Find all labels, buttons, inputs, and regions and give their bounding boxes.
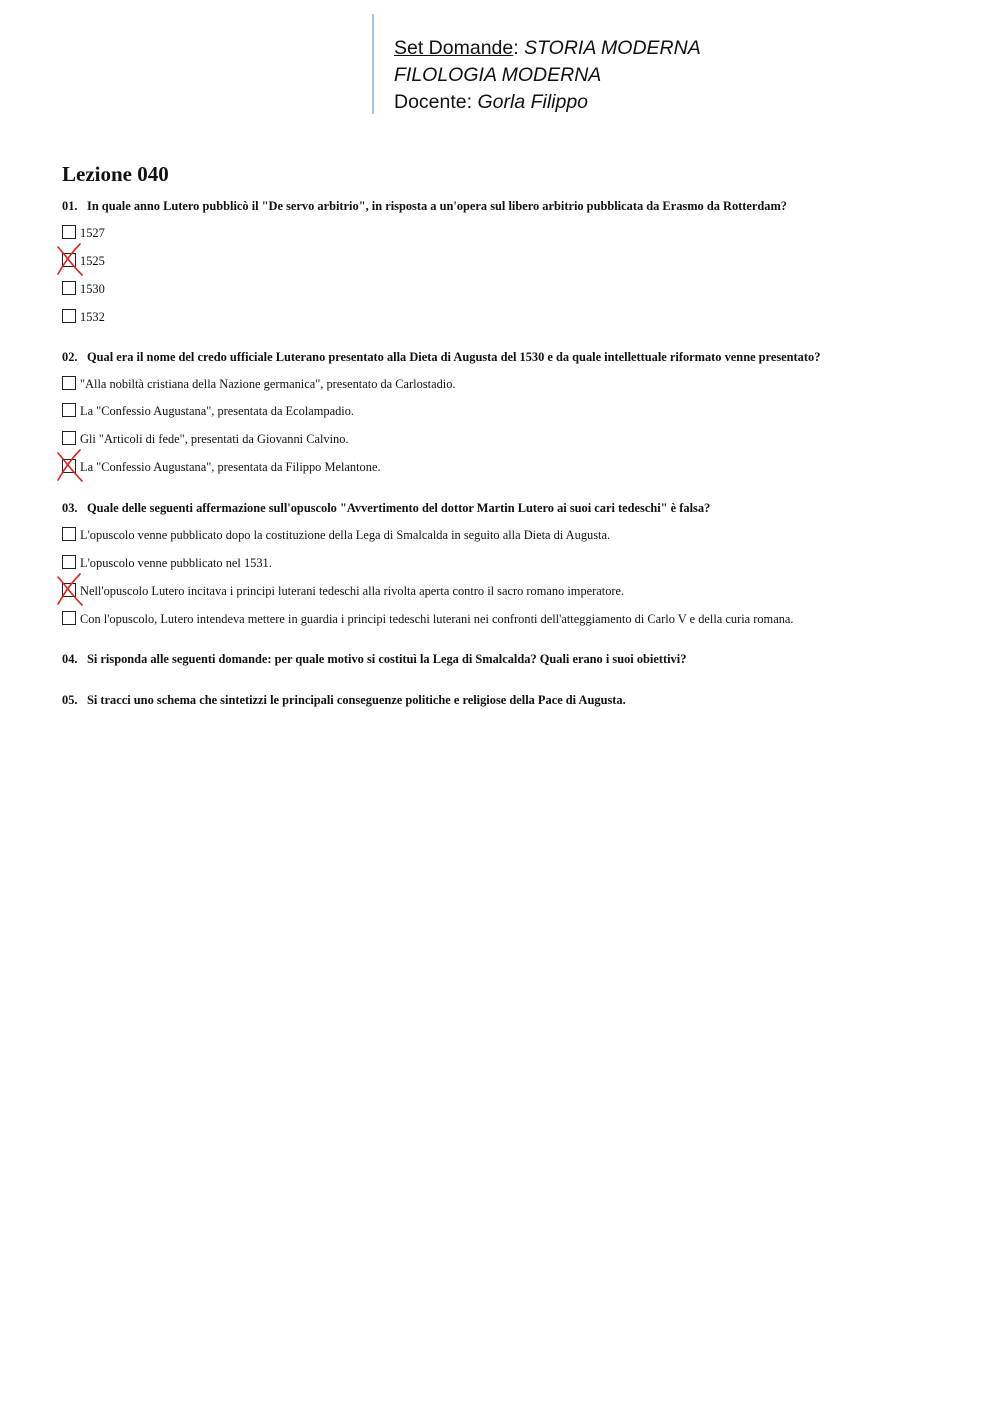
question-number: 04. <box>62 652 78 666</box>
answer-checkbox[interactable] <box>62 403 76 417</box>
header-block <box>372 14 774 114</box>
answer-text: 1532 <box>80 310 105 324</box>
question-number: 03. <box>62 501 78 515</box>
answer-checkbox[interactable] <box>62 225 76 239</box>
question-text: Si risponda alle seguenti domande: per quale motivo si costituì la Lega di Smalcalda? Quali erano i suoi obiettivi? <box>87 652 687 666</box>
question-text: Quale delle seguenti affermazione sull'opuscolo "Avvertimento del dottor Martin Lutero ai suoi cari tedeschi" è falsa? <box>87 501 711 515</box>
set-value: STORIA MODERNA <box>524 37 701 59</box>
question-01 <box>62 198 787 214</box>
question-text: Qual era il nome del credo ufficiale Luterano presentato alla Dieta di Augusta del 1530 e da quale intellettuale riformato venne presentato? <box>87 350 821 364</box>
question-03 <box>62 500 710 516</box>
answer-text: Gli "Articoli di fede", presentati da Giovanni Calvino. <box>80 432 349 446</box>
answer-text: L'opuscolo venne pubblicato dopo la costituzione della Lega di Smalcalda in seguito alla Dieta di Augusta. <box>80 528 611 542</box>
answer-checkbox[interactable] <box>62 253 76 267</box>
answer-checkbox[interactable] <box>62 431 76 445</box>
question-number: 01. <box>62 199 78 213</box>
question-02 <box>62 349 820 365</box>
set-separator: : <box>513 37 519 59</box>
answer-text: La "Confessio Augustana", presentata da Filippo Melantone. <box>80 460 381 474</box>
teacher-line <box>394 90 588 114</box>
answer-checkbox[interactable] <box>62 281 76 295</box>
answer-text: L'opuscolo venne pubblicato nel 1531. <box>80 556 272 570</box>
question-text: In quale anno Lutero pubblicò il "De servo arbitrio", in risposta a un'opera sul libero arbitrio pubblicata da Erasmo da Rotterdam? <box>87 199 788 213</box>
question-04 <box>62 651 686 667</box>
answer-text: La "Confessio Augustana", presentata da Ecolampadio. <box>80 404 355 418</box>
answer-text: 1530 <box>80 282 105 296</box>
answer-text: Con l'opuscolo, Lutero intendeva mettere in guardia i principi tedeschi luterani nei confronti dell'atteggiamento di Carlo V e della curia romana. <box>80 612 794 626</box>
question-text: Si tracci uno schema che sintetizzi le principali conseguenze politiche e religiose della Pace di Augusta. <box>87 693 626 707</box>
teacher-label: Docente: <box>394 91 473 113</box>
question-set-line <box>394 36 701 60</box>
answer-checkbox[interactable] <box>62 527 76 541</box>
teacher-name: Gorla Filippo <box>477 91 589 113</box>
answer-checkbox[interactable] <box>62 611 76 625</box>
answer-text: Nell'opuscolo Lutero incitava i principi luterani tedeschi alla rivolta aperta contro il sacro romano imperatore. <box>80 584 625 598</box>
question-number: 05. <box>62 693 78 707</box>
question-05 <box>62 692 626 708</box>
course-name: FILOLOGIA MODERNA <box>394 64 602 86</box>
course-line <box>394 63 601 87</box>
question-number: 02. <box>62 350 78 364</box>
answer-checkbox[interactable] <box>62 555 76 569</box>
set-label: Set Domande <box>394 37 514 59</box>
answer-checkbox[interactable] <box>62 376 76 390</box>
answer-checkbox[interactable] <box>62 309 76 323</box>
answer-text: 1525 <box>80 254 105 268</box>
answer-checkbox[interactable] <box>62 583 76 597</box>
answer-text: 1527 <box>80 226 105 240</box>
answer-checkbox[interactable] <box>62 459 76 473</box>
lesson-title: Lezione 040 <box>62 162 169 186</box>
answer-text: "Alla nobiltà cristiana della Nazione germanica", presentato da Carlostadio. <box>80 377 456 391</box>
